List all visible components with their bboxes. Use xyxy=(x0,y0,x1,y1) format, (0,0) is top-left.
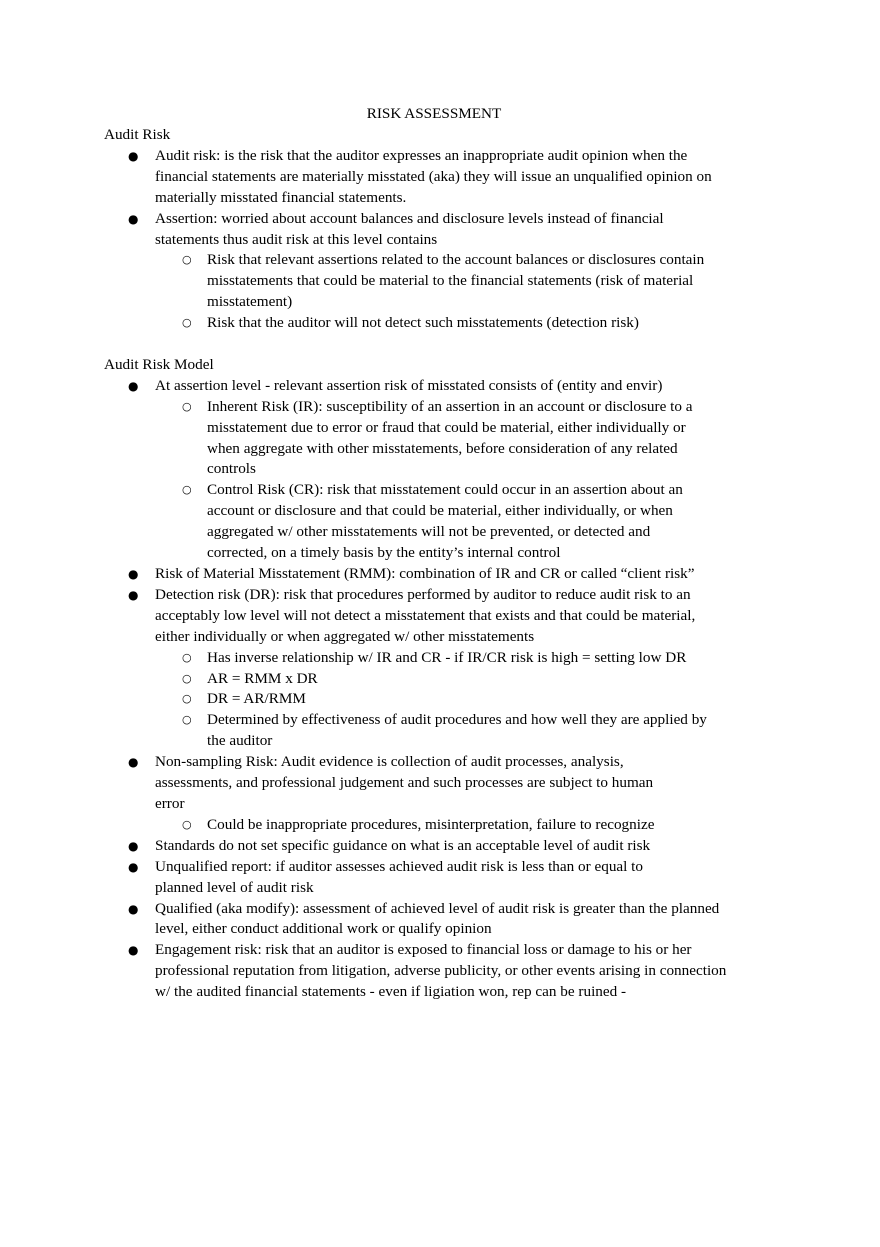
list-item xyxy=(104,899,725,941)
section-audit-risk-model xyxy=(104,355,744,1003)
list-item xyxy=(104,564,725,585)
sub-list-item: ○ AR = RMM x DR xyxy=(155,669,713,690)
bullet-non-sampling-risk: ● Non-sampling Risk: Audit evidence is collection of audit processes, analysis, assessments, and professional judgement and such processes are subject to human error xyxy=(155,753,654,812)
bullet-qualified: ● Qualified (aka modify): assessment of achieved level of audit risk is greater than the planned level, either conduct additional work or qualify opinion xyxy=(155,899,720,938)
bullet-unqualified-report: ● Unqualified report: if auditor assesses achieved audit risk is less than or equal to planned level of audit risk xyxy=(155,857,643,896)
section-spacer xyxy=(104,334,744,355)
list-item xyxy=(104,376,725,564)
bullet-standards: ● Standards do not set specific guidance on what is an acceptable level of audit risk xyxy=(155,836,651,854)
sub-list-item: ○ Risk that the auditor will not detect such misstatements (detection risk) xyxy=(155,313,713,334)
sub-list-item: ○ Has inverse relationship w/ IR and CR - if IR/CR risk is high = setting low DR xyxy=(155,648,713,669)
detection-risk-sublist xyxy=(155,648,725,753)
list-item xyxy=(104,209,705,334)
bullet-audit-risk-definition: ● Audit risk: is the risk that the auditor expresses an inappropriate audit opinion when the financial statements are materially misstated (aka) they will issue an unqualified opinion on materially misstated financial statements. xyxy=(155,146,712,206)
sub-list-item: ○ Risk that relevant assertions related to the account balances or disclosures contain misstatements that could be material to the financial statements (risk of material misstatement) xyxy=(155,250,713,313)
list-item xyxy=(104,940,730,1003)
section-audit-risk xyxy=(104,125,744,334)
document-title: RISK ASSESSMENT xyxy=(366,105,502,122)
section-heading-audit-risk: Audit Risk xyxy=(104,126,171,143)
bullet-rmm: ● Risk of Material Misstatement (RMM): combination of IR and CR or called “client risk” xyxy=(155,565,695,583)
document-body xyxy=(104,125,744,1003)
list-item xyxy=(104,146,725,209)
bullet-engagement-risk: ● Engagement risk: risk that an auditor is exposed to financial loss or damage to his or her professional reputation from litigation, adverse publicity, or other events arising in connection w/ the audited financial statements - even if ligiation won, rep can be ruined - xyxy=(155,941,727,1001)
list-item xyxy=(104,585,725,752)
audit-risk-model-list xyxy=(104,376,744,1003)
list-item xyxy=(104,857,675,899)
section-heading-audit-risk-model: Audit Risk Model xyxy=(104,355,214,373)
list-item xyxy=(104,836,725,857)
assertion-level-sublist xyxy=(155,397,725,564)
audit-risk-list xyxy=(104,146,744,334)
sub-list-item: ○ Inherent Risk (IR): susceptibility of an assertion in an account or disclosure to a misstatement due to error or fraud that could be material, either individually or when aggregate with other misstatements, before consideration of any related controls xyxy=(155,397,713,481)
non-sampling-sublist xyxy=(155,815,675,836)
assertion-sublist xyxy=(155,250,705,334)
sub-list-item: ○ Could be inappropriate procedures, misinterpretation, failure to recognize xyxy=(155,815,677,836)
bullet-assertion: ● Assertion: worried about account balances and disclosure levels instead of financial statements thus audit risk at this level contains xyxy=(155,209,664,248)
sub-list-item: ○ Determined by effectiveness of audit procedures and how well they are applied by the auditor xyxy=(155,710,713,752)
bullet-assertion-level: ● At assertion level - relevant assertion risk of misstated consists of (entity and envir) xyxy=(155,376,663,394)
sub-list-item: ○ Control Risk (CR): risk that misstatement could occur in an assertion about an account or disclosure and that could be material, either individually, or when aggregated w/ other misstatements will not be prevented, or detected and corrected, on a timely basis by the entity’s internal control xyxy=(155,480,713,564)
bullet-detection-risk: ● Detection risk (DR): risk that procedures performed by auditor to reduce audit risk to an acceptably low level will not detect a misstatement that exists and that could be material, either individually or when aggregated w/ other misstatements xyxy=(155,585,696,645)
list-item xyxy=(104,752,675,836)
sub-list-item: ○ DR = AR/RMM xyxy=(155,689,713,710)
